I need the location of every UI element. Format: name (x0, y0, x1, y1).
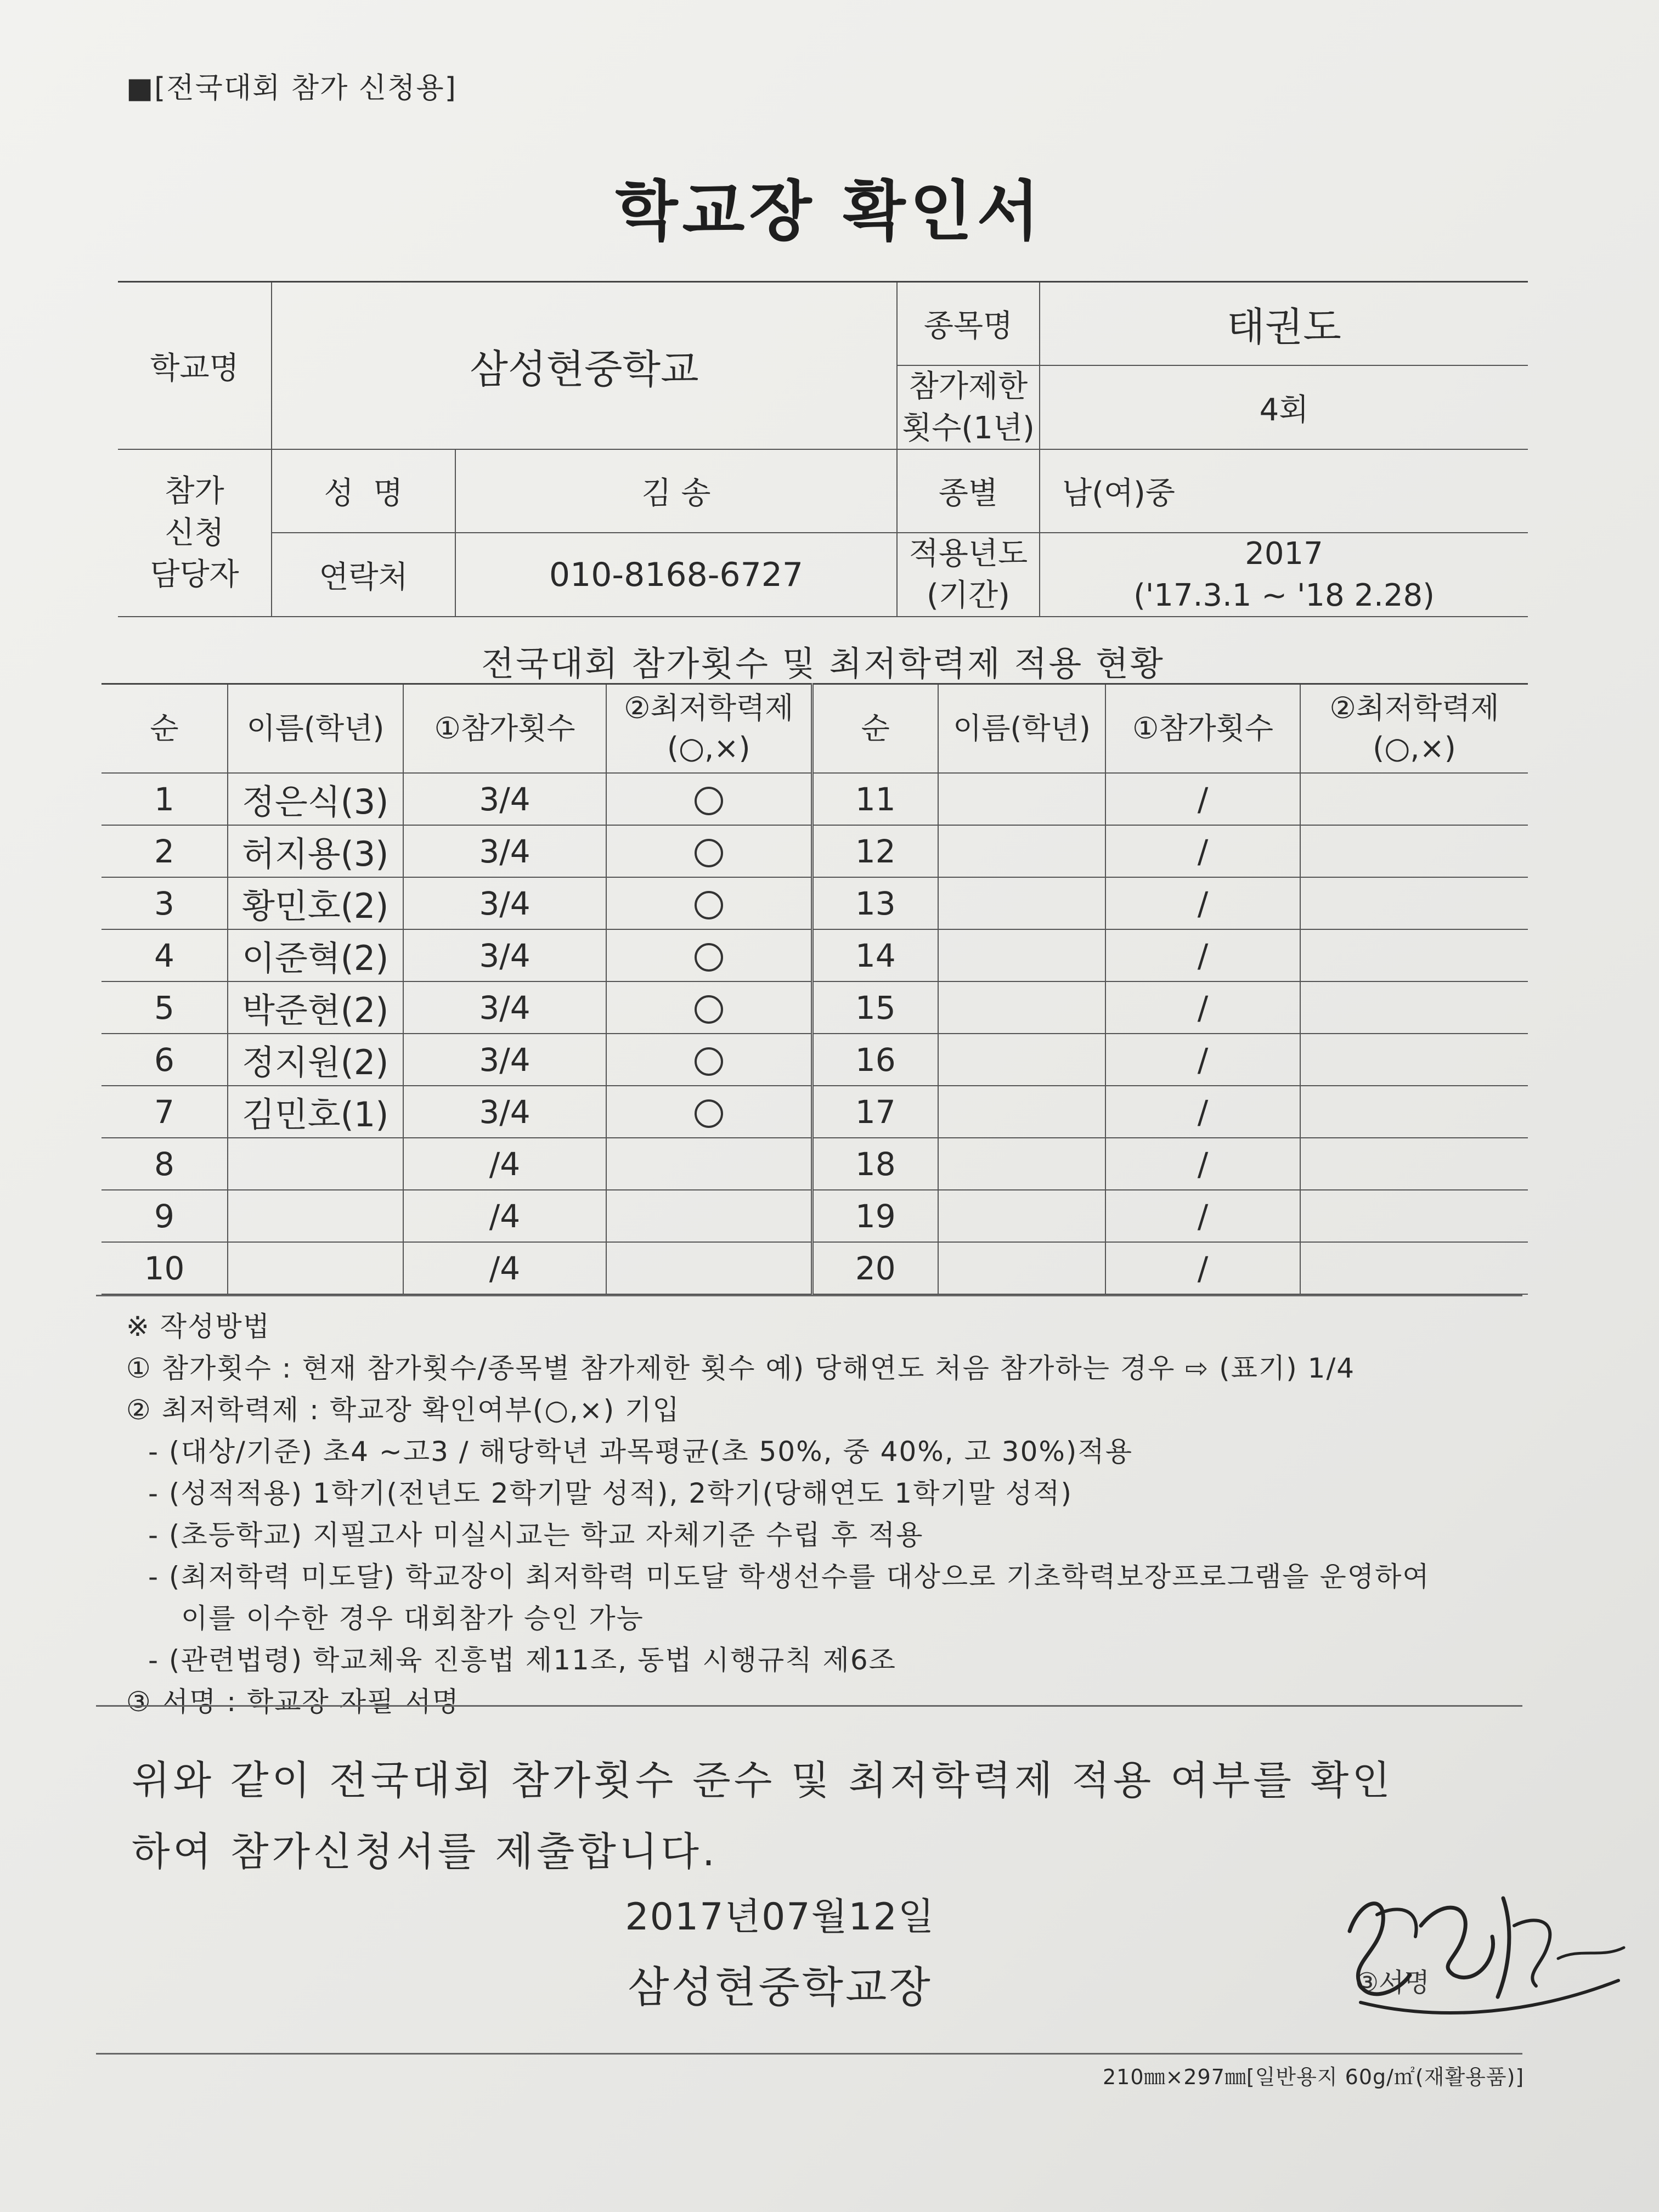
row-participation-count: 3/4 (403, 1086, 606, 1138)
paper-spec: 210㎜×297㎜[일반용지 60g/㎡(재활용품)] (1103, 2065, 1525, 2089)
note-subitem: - (관련법령) 학교체육 진흥법 제11조, 동법 시행규칙 제6조 (148, 1644, 896, 1676)
row-student-name-2 (938, 1242, 1105, 1294)
table-row (101, 1242, 1528, 1294)
table-row (101, 825, 1528, 877)
event-label: 종목명 (897, 282, 1040, 366)
table-header-row (101, 684, 1528, 774)
col-header-min-grade-2 (1300, 684, 1528, 774)
row-order-2: 19 (812, 1190, 938, 1242)
row-min-grade-2 (1300, 1242, 1528, 1294)
row-min-grade-2 (1300, 1034, 1528, 1086)
row-student-name-2 (938, 1034, 1105, 1086)
year-value-cell (1040, 533, 1528, 617)
row-min-grade (606, 825, 812, 877)
statement-line-2: 하여 참가신청서를 제출합니다. (132, 1829, 718, 1875)
row-participation-count: /4 (403, 1190, 606, 1242)
row-participation-count-2: / (1105, 1190, 1300, 1242)
col-header-order: 순 (101, 684, 228, 774)
school-label: 학교명 (118, 282, 272, 450)
note-item: ① 참가횟수 : 현재 참가횟수/종목별 참가제한 횟수 예) 당해연도 처음 참가하는 경우 ⇨ (표기) 1/4 (126, 1352, 1356, 1384)
notes-top-divider (96, 1295, 1522, 1296)
row-order-2: 11 (812, 773, 938, 825)
row-min-grade-2 (1300, 877, 1528, 929)
note-heading: ※ 작성방법 (126, 1311, 270, 1342)
row-min-grade-2 (1300, 1086, 1528, 1138)
col-header-name-2: 이름(학년) (938, 684, 1105, 774)
gender-label: 종별 (897, 449, 1040, 533)
event-value: 태권도 (1040, 282, 1528, 366)
name-label: 성 명 (272, 449, 455, 533)
row-student-name-2 (938, 1086, 1105, 1138)
row-participation-count: /4 (403, 1138, 606, 1190)
row-min-grade (606, 929, 812, 981)
limit-label-line1: 참가제한 (909, 369, 1028, 404)
note-subitem-continued: 이를 이수한 경우 대회참가 승인 가능 (181, 1602, 644, 1634)
row-order: 9 (101, 1190, 228, 1242)
row-student-name: 정은식(3) (228, 773, 403, 825)
form-tag: ■[전국대회 참가 신청용] (126, 72, 457, 105)
row-participation-count-2: / (1105, 929, 1300, 981)
row-order-2: 17 (812, 1086, 938, 1138)
row-student-name-2 (938, 981, 1105, 1034)
table-row (101, 1034, 1528, 1086)
year-value: 2017 (1245, 536, 1323, 572)
row-participation-count: 3/4 (403, 825, 606, 877)
applicant-label-line2: 신청 (165, 515, 224, 551)
year-label (897, 533, 1040, 617)
col-header-order-2: 순 (812, 684, 938, 774)
row-participation-count-2: / (1105, 773, 1300, 825)
row-order-2: 18 (812, 1138, 938, 1190)
row-participation-count-2: / (1105, 981, 1300, 1034)
applicant-label-line3: 담당자 (150, 556, 239, 592)
row-participation-count: 3/4 (403, 877, 606, 929)
row-student-name-2 (938, 929, 1105, 981)
signature-label: ③서명 (1355, 1967, 1430, 1998)
limit-label-line2: 횟수(1년) (902, 410, 1035, 446)
row-min-grade-2 (1300, 929, 1528, 981)
note-subitem: - (성적적용) 1학기(전년도 2학기말 성적), 2학기(당해연도 1학기말 성적) (148, 1477, 1073, 1509)
row-student-name: 황민호(2) (228, 877, 403, 929)
circle-mark-icon (695, 891, 723, 919)
row-participation-count: /4 (403, 1242, 606, 1294)
year-label-line2: (기간) (927, 577, 1010, 613)
row-student-name (228, 1190, 403, 1242)
circle-mark-icon (695, 1099, 723, 1128)
row-participation-count: 3/4 (403, 1034, 606, 1086)
row-order-2: 16 (812, 1034, 938, 1086)
row-student-name-2 (938, 1138, 1105, 1190)
col-header-min-grade (606, 684, 812, 774)
row-participation-count-2: / (1105, 877, 1300, 929)
col-header-name: 이름(학년) (228, 684, 403, 774)
row-student-name: 이준혁(2) (228, 929, 403, 981)
limit-label (897, 365, 1040, 449)
circle-mark-icon (695, 943, 723, 972)
table-row (101, 877, 1528, 929)
school-name: 삼성현중학교 (272, 282, 897, 450)
note-item: ② 최저학력제 : 학교장 확인여부(○,×) 기입 (126, 1394, 680, 1426)
row-participation-count-2: / (1105, 1034, 1300, 1086)
col-header-count-2: ①참가횟수 (1105, 684, 1300, 774)
row-order-2: 12 (812, 825, 938, 877)
circle-mark-icon (695, 839, 723, 867)
row-participation-count: 3/4 (403, 773, 606, 825)
row-student-name-2 (938, 773, 1105, 825)
contact-label: 연락처 (272, 533, 455, 617)
row-order: 8 (101, 1138, 228, 1190)
table-row (101, 1086, 1528, 1138)
table-row (101, 1190, 1528, 1242)
table-row (101, 773, 1528, 825)
row-order-2: 13 (812, 877, 938, 929)
row-min-grade-2 (1300, 773, 1528, 825)
handwritten-signature (1328, 1865, 1635, 2030)
issue-date: 2017년07월12일 (625, 1895, 935, 1939)
row-participation-count: 3/4 (403, 929, 606, 981)
note-subitem: - (최저학력 미도달) 학교장이 최저학력 미도달 학생선수를 대상으로 기초학력보장프로그램을 운영하여 (148, 1561, 1430, 1593)
row-order: 4 (101, 929, 228, 981)
row-student-name (228, 1242, 403, 1294)
row-min-grade-2 (1300, 1138, 1528, 1190)
row-order: 5 (101, 981, 228, 1034)
row-order: 2 (101, 825, 228, 877)
footer-divider (96, 2053, 1522, 2055)
row-student-name: 허지용(3) (228, 825, 403, 877)
instructions (126, 1306, 1430, 1723)
circle-mark-icon (695, 1047, 723, 1076)
row-min-grade (606, 773, 812, 825)
col-header-min-grade-label-2: ②최저학력제 (1329, 691, 1499, 726)
row-min-grade-2 (1300, 825, 1528, 877)
row-participation-count-2: / (1105, 1138, 1300, 1190)
row-order: 10 (101, 1242, 228, 1294)
row-participation-count-2: / (1105, 825, 1300, 877)
row-order: 6 (101, 1034, 228, 1086)
principal-title: 삼성현중학교장 (628, 1963, 933, 2012)
row-order-2: 15 (812, 981, 938, 1034)
row-min-grade-2 (1300, 981, 1528, 1034)
row-student-name-2 (938, 877, 1105, 929)
row-participation-count-2: / (1105, 1242, 1300, 1294)
contact-value: 010-8168-6727 (455, 533, 897, 617)
limit-value: 4회 (1040, 365, 1528, 449)
gender-value: 남(여)중 (1040, 449, 1528, 533)
row-min-grade (606, 877, 812, 929)
circle-mark-icon (695, 787, 723, 815)
row-participation-count: 3/4 (403, 981, 606, 1034)
table-row (101, 1138, 1528, 1190)
row-student-name (228, 1138, 403, 1190)
row-student-name: 박준현(2) (228, 981, 403, 1034)
row-min-grade (606, 1190, 812, 1242)
statement-line-1: 위와 같이 전국대회 참가횟수 준수 및 최저학력제 적용 여부를 확인 (132, 1757, 1393, 1803)
row-student-name: 김민호(1) (228, 1086, 403, 1138)
row-min-grade (606, 981, 812, 1034)
row-student-name: 정지원(2) (228, 1034, 403, 1086)
row-min-grade (606, 1138, 812, 1190)
row-min-grade (606, 1242, 812, 1294)
row-student-name-2 (938, 825, 1105, 877)
participation-table (101, 683, 1528, 1295)
applicant-label (118, 449, 272, 617)
note-subitem: - (대상/기준) 초4 ~고3 / 해당학년 과목평균(초 50%, 중 40%, 고 30%)적용 (148, 1436, 1133, 1468)
row-order-2: 20 (812, 1242, 938, 1294)
row-order-2: 14 (812, 929, 938, 981)
col-header-min-grade-mark-2: (○,×) (1373, 731, 1456, 765)
table-row (101, 981, 1528, 1034)
row-order: 7 (101, 1086, 228, 1138)
col-header-min-grade-mark: (○,×) (667, 731, 751, 765)
name-value: 김 송 (455, 449, 897, 533)
col-header-min-grade-label: ②최저학력제 (624, 691, 794, 726)
circle-mark-icon (695, 995, 723, 1024)
period-value: ('17.3.1 ~ '18 2.28) (1133, 577, 1435, 613)
row-order: 3 (101, 877, 228, 929)
row-min-grade (606, 1034, 812, 1086)
notes-bottom-divider (96, 1705, 1522, 1707)
info-table (118, 281, 1528, 617)
row-min-grade-2 (1300, 1190, 1528, 1242)
confirmation-statement (132, 1745, 1393, 1887)
year-label-line1: 적용년도 (909, 536, 1028, 572)
applicant-label-line1: 참가 (165, 473, 224, 510)
row-student-name-2 (938, 1190, 1105, 1242)
row-order: 1 (101, 773, 228, 825)
note-subitem: - (초등학교) 지필고사 미실시교는 학교 자체기준 수립 후 적용 (148, 1519, 924, 1551)
table-row (101, 929, 1528, 981)
row-min-grade (606, 1086, 812, 1138)
page-title: 학교장 확인서 (615, 173, 1044, 249)
section-title: 전국대회 참가횟수 및 최저학력제 적용 현황 (481, 644, 1165, 684)
note-item: ③ 서명 : 학교장 자필 서명 (126, 1686, 460, 1718)
row-participation-count-2: / (1105, 1086, 1300, 1138)
col-header-count: ①참가횟수 (403, 684, 606, 774)
